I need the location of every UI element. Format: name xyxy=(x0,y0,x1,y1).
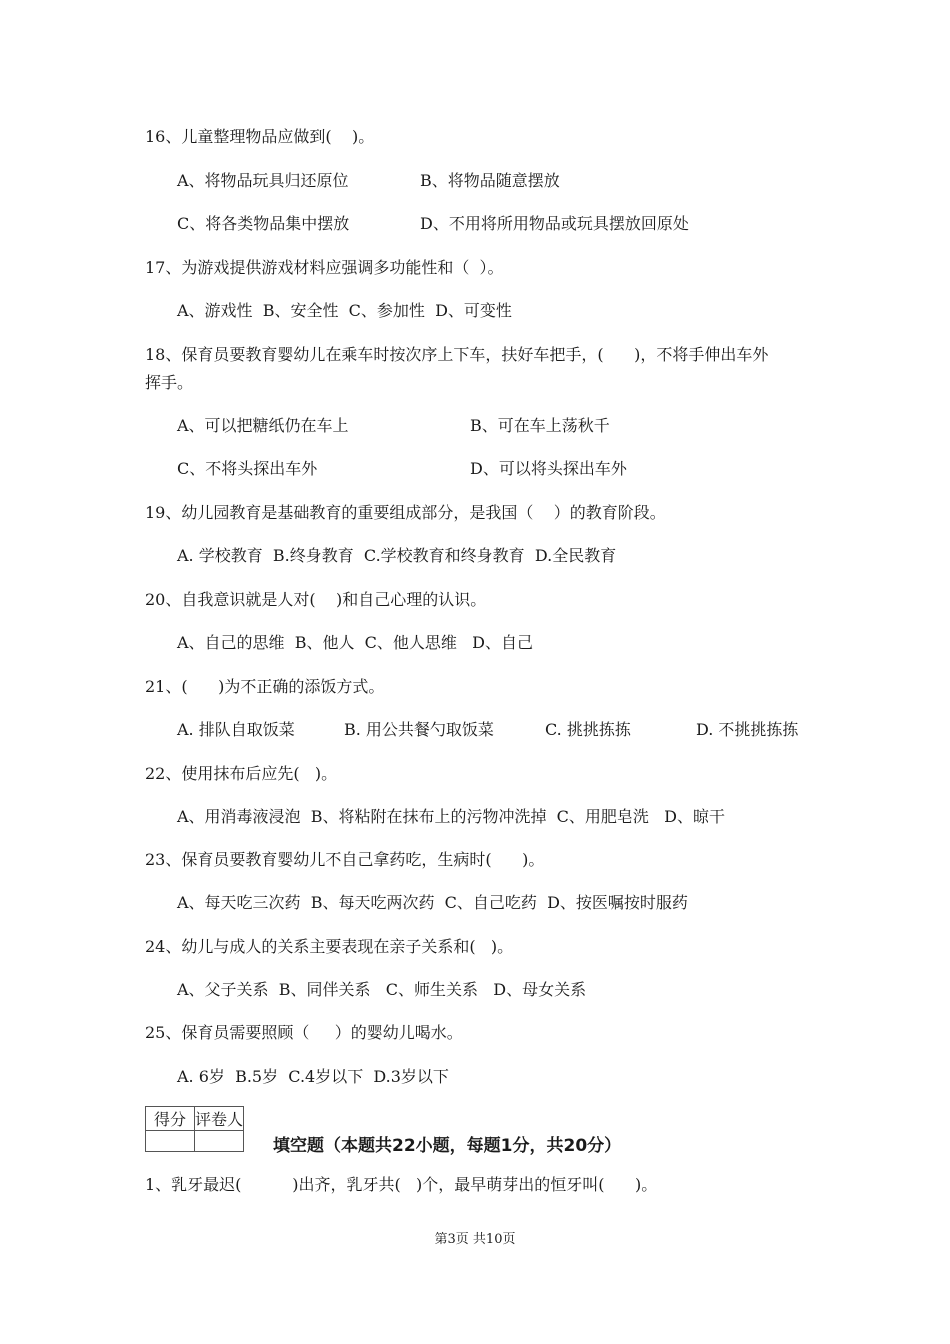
grader-label: 评卷人 xyxy=(195,1107,244,1131)
q17-options: A、游戏性 B、安全性 C、参加性 D、可变性 xyxy=(177,301,512,320)
q18-option-d: D、可以将头探出车外 xyxy=(470,459,627,478)
q23-options: A、每天吃三次药 B、每天吃两次药 C、自己吃药 D、按医嘱按时服药 xyxy=(177,893,688,912)
q18-option-a: A、可以把糖纸仍在车上 xyxy=(177,416,349,435)
q16-option-d: D、不用将所用物品或玩具摆放回原处 xyxy=(420,214,689,233)
q25-stem: 25、保育员需要照顾（ ）的婴幼儿喝水。 xyxy=(145,1023,463,1042)
grader-cell xyxy=(195,1131,244,1152)
q23-stem: 23、保育员要教育婴幼儿不自己拿药吃，生病时( )。 xyxy=(145,850,545,869)
q21-option-c: C. 挑挑拣拣 xyxy=(545,720,631,739)
q18-stem-cont: 挥手。 xyxy=(145,373,194,392)
fill-q1: 1、乳牙最迟( )出齐，乳牙共( )个，最早萌芽出的恒牙叫( )。 xyxy=(145,1175,658,1194)
section-title: 填空题（本题共22小题，每题1分，共20分） xyxy=(273,1136,622,1156)
q18-stem: 18、保育员要教育婴幼儿在乘车时按次序上下车，扶好车把手，( )，不将手伸出车外 xyxy=(145,345,769,364)
q16-option-b: B、将物品随意摆放 xyxy=(420,171,560,190)
score-label: 得分 xyxy=(146,1107,195,1131)
q25-options: A. 6岁 B.5岁 C.4岁以下 D.3岁以下 xyxy=(177,1067,449,1086)
q18-option-b: B、可在车上荡秋千 xyxy=(470,416,610,435)
q21-stem: 21、( )为不正确的添饭方式。 xyxy=(145,677,385,696)
q17-stem: 17、为游戏提供游戏材料应强调多功能性和（ ）。 xyxy=(145,258,504,277)
q24-options: A、父子关系 B、同伴关系 C、师生关系 D、母女关系 xyxy=(177,980,587,999)
q20-options: A、自己的思维 B、他人 C、他人思维 D、自己 xyxy=(177,633,533,652)
q22-options: A、用消毒液浸泡 B、将粘附在抹布上的污物冲洗掉 C、用肥皂洗 D、晾干 xyxy=(177,807,725,826)
q21-option-d: D. 不挑挑拣拣 xyxy=(696,720,799,739)
q18-option-c: C、不将头探出车外 xyxy=(177,459,318,478)
page-footer: 第3页 共10页 xyxy=(434,1232,516,1247)
q19-stem: 19、幼儿园教育是基础教育的重要组成部分，是我国（ ）的教育阶段。 xyxy=(145,503,666,522)
score-table xyxy=(145,1106,244,1152)
score-cell xyxy=(146,1131,195,1152)
q24-stem: 24、幼儿与成人的关系主要表现在亲子关系和( )。 xyxy=(145,937,514,956)
q21-option-a: A. 排队自取饭菜 xyxy=(177,720,295,739)
q16-option-c: C、将各类物品集中摆放 xyxy=(177,214,350,233)
q16-stem: 16、儿童整理物品应做到( )。 xyxy=(145,127,375,146)
q19-options: A. 学校教育 B.终身教育 C.学校教育和终身教育 D.全民教育 xyxy=(177,546,617,565)
q22-stem: 22、使用抹布后应先( )。 xyxy=(145,764,338,783)
q16-option-a: A、将物品玩具归还原位 xyxy=(177,171,349,190)
q20-stem: 20、自我意识就是人对( )和自己心理的认识。 xyxy=(145,590,487,609)
q21-option-b: B. 用公共餐勺取饭菜 xyxy=(344,720,494,739)
